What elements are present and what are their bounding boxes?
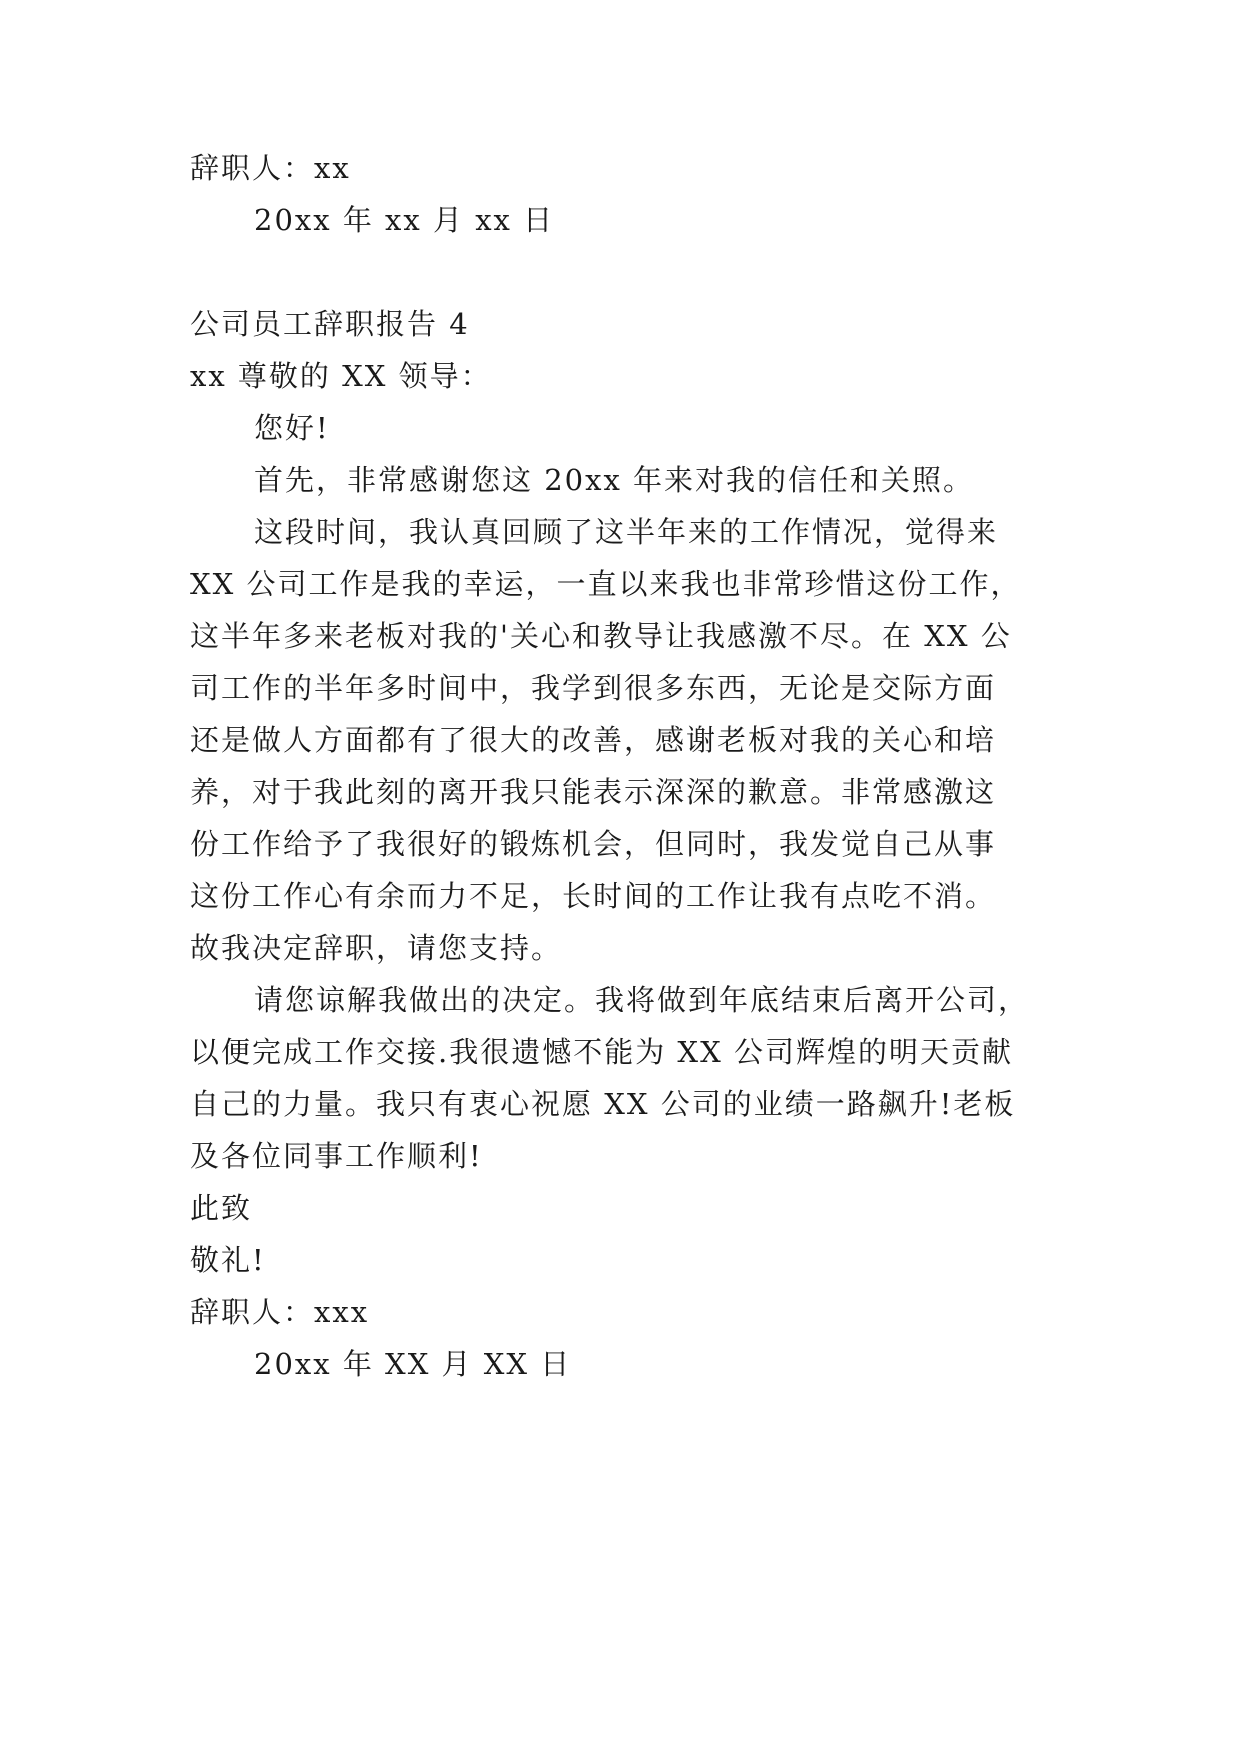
paragraph-3-line: 请您谅解我做出的决定。我将做到年底结束后离开公司， bbox=[254, 983, 1030, 1017]
paragraph-3-line: 及各位同事工作顺利! bbox=[190, 1139, 483, 1173]
paragraph-2-line: 份工作给予了我很好的锻炼机会，但同时，我发觉自己从事 bbox=[190, 827, 997, 861]
closing-line-1: 此致 bbox=[190, 1191, 253, 1225]
paragraph-3-line: 自己的力量。我只有衷心祝愿 XX 公司的业绩一路飙升!老板 bbox=[190, 1087, 1016, 1121]
paragraph-2-line: 这段时间，我认真回顾了这半年来的工作情况，觉得来 bbox=[254, 515, 999, 549]
paragraph-2-line: 故我决定辞职，请您支持。 bbox=[190, 931, 563, 965]
section-title: 公司员工辞职报告 4 bbox=[190, 307, 470, 341]
salutation: xx 尊敬的 XX 领导： bbox=[190, 359, 492, 393]
top-date-line: 20xx 年 xx 月 xx 日 bbox=[254, 203, 555, 237]
paragraph-2-line: 养，对于我此刻的离开我只能表示深深的歉意。非常感激这 bbox=[190, 775, 997, 809]
paragraph-2-line: 这半年多来老板对我的'关心和教导让我感激不尽。在 XX 公 bbox=[190, 619, 1012, 653]
paragraph-3-line: 以便完成工作交接.我很遗憾不能为 XX 公司辉煌的明天贡献 bbox=[190, 1035, 1013, 1069]
bottom-resigner-line: 辞职人：xxx bbox=[190, 1295, 370, 1329]
paragraph-2-line: 还是做人方面都有了很大的改善，感谢老板对我的关心和培 bbox=[190, 723, 997, 757]
paragraph-2-line: XX 公司工作是我的幸运，一直以来我也非常珍惜这份工作， bbox=[190, 567, 1022, 601]
closing-line-2: 敬礼! bbox=[190, 1243, 266, 1277]
paragraph-1: 首先，非常感谢您这 20xx 年来对我的信任和关照。 bbox=[254, 463, 975, 497]
bottom-date-line: 20xx 年 XX 月 XX 日 bbox=[254, 1347, 572, 1381]
paragraph-2-line: 这份工作心有余而力不足，长时间的工作让我有点吃不消。 bbox=[190, 879, 997, 913]
paragraph-2-line: 司工作的半年多时间中，我学到很多东西，无论是交际方面 bbox=[190, 671, 997, 705]
greeting: 您好! bbox=[254, 411, 330, 445]
top-resigner-line: 辞职人：xx bbox=[190, 151, 351, 185]
